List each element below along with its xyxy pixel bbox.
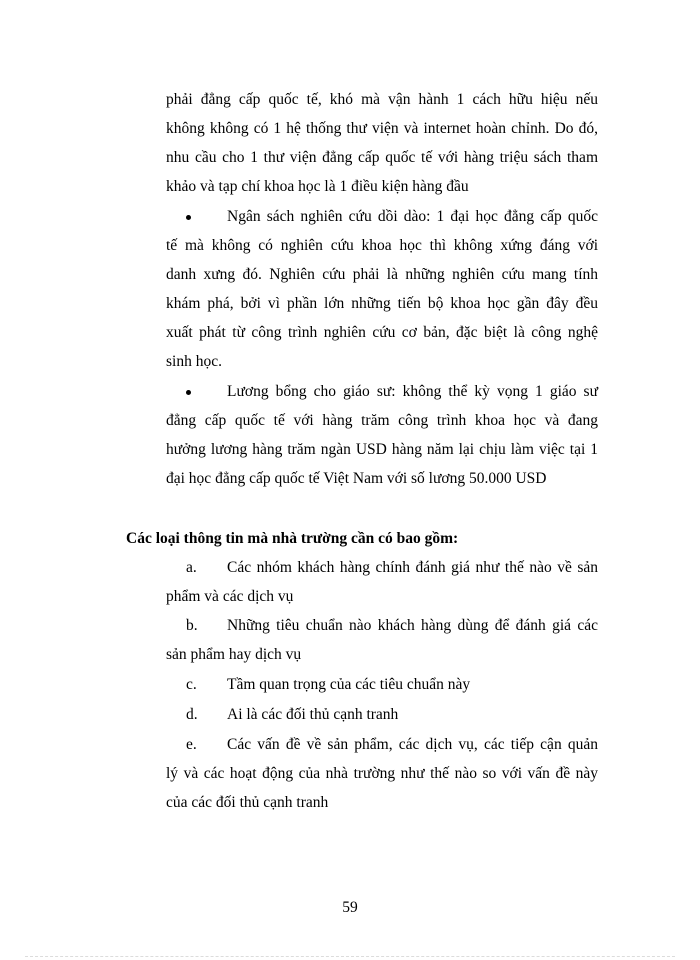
bullet-icon bbox=[186, 215, 191, 220]
list-item-line: Tầm quan trọng của các tiêu chuẩn này bbox=[227, 676, 471, 693]
list-item-line: phẩm và các dịch vụ bbox=[166, 588, 294, 605]
list-item-line: sản phẩm hay dịch vụ bbox=[166, 646, 302, 663]
list-item-line: Những tiêu chuẩn nào khách hàng dùng để đánh giá các bbox=[227, 617, 598, 634]
bullet-line: đẳng cấp quốc tế với hàng trăm công trình khoa học và đang bbox=[166, 412, 598, 429]
list-item-line: của các đối thủ cạnh tranh bbox=[166, 794, 329, 811]
bullet-line: Ngân sách nghiên cứu dồi dào: 1 đại học đẳng cấp quốc bbox=[227, 208, 598, 225]
bullet-line: danh xưng đó. Nghiên cứu phải là những nghiên cứu mang tính bbox=[166, 266, 598, 283]
list-marker: a. bbox=[186, 559, 197, 576]
bullet-line: xuất phát từ công trình nghiên cứu cơ bản, đặc biệt là công nghệ bbox=[166, 324, 598, 341]
paragraph-line: không không có 1 hệ thống thư viện và internet hoàn chỉnh. Do đó, bbox=[166, 120, 598, 137]
paragraph-line: khảo và tạp chí khoa học là 1 điều kiện hàng đầu bbox=[166, 178, 469, 195]
bullet-line: tế mà không có nghiên cứu khoa học thì không xứng đáng với bbox=[166, 237, 598, 254]
list-marker: e. bbox=[186, 736, 197, 753]
paragraph-line: nhu cầu cho 1 thư viện đẳng cấp quốc tế với hàng triệu sách tham bbox=[166, 149, 598, 166]
page-edge-divider bbox=[25, 956, 675, 957]
bullet-line: Lương bổng cho giáo sư: không thể kỳ vọng 1 giáo sư bbox=[227, 383, 598, 400]
list-item-line: Các nhóm khách hàng chính đánh giá như thế nào về sản bbox=[227, 559, 598, 576]
bullet-line: khám phá, bởi vì phần lớn những tiến bộ khoa học gần đây đều bbox=[166, 295, 598, 312]
list-item-line: Ai là các đối thủ cạnh tranh bbox=[227, 706, 399, 723]
list-item-line: Các vấn đề về sản phẩm, các dịch vụ, các tiếp cận quản bbox=[227, 736, 598, 753]
list-marker: c. bbox=[186, 676, 197, 693]
list-marker: d. bbox=[186, 706, 198, 723]
bullet-line: hưởng lương hàng trăm ngàn USD hàng năm lại chịu làm việc tại 1 bbox=[166, 441, 598, 458]
bullet-icon bbox=[186, 390, 191, 395]
bullet-line: đại học đẳng cấp quốc tế Việt Nam với số lương 50.000 USD bbox=[166, 470, 547, 487]
section-heading: Các loại thông tin mà nhà trường cần có bao gồm: bbox=[126, 530, 459, 547]
list-marker: b. bbox=[186, 617, 198, 634]
paragraph-line: phải đẳng cấp quốc tế, khó mà vận hành 1 cách hữu hiệu nếu bbox=[166, 91, 598, 108]
page-number: 59 bbox=[342, 899, 358, 916]
list-item-line: lý và các hoạt động của nhà trường như thế nào so với vấn đề này bbox=[166, 765, 598, 782]
bullet-line: sinh học. bbox=[166, 353, 222, 370]
